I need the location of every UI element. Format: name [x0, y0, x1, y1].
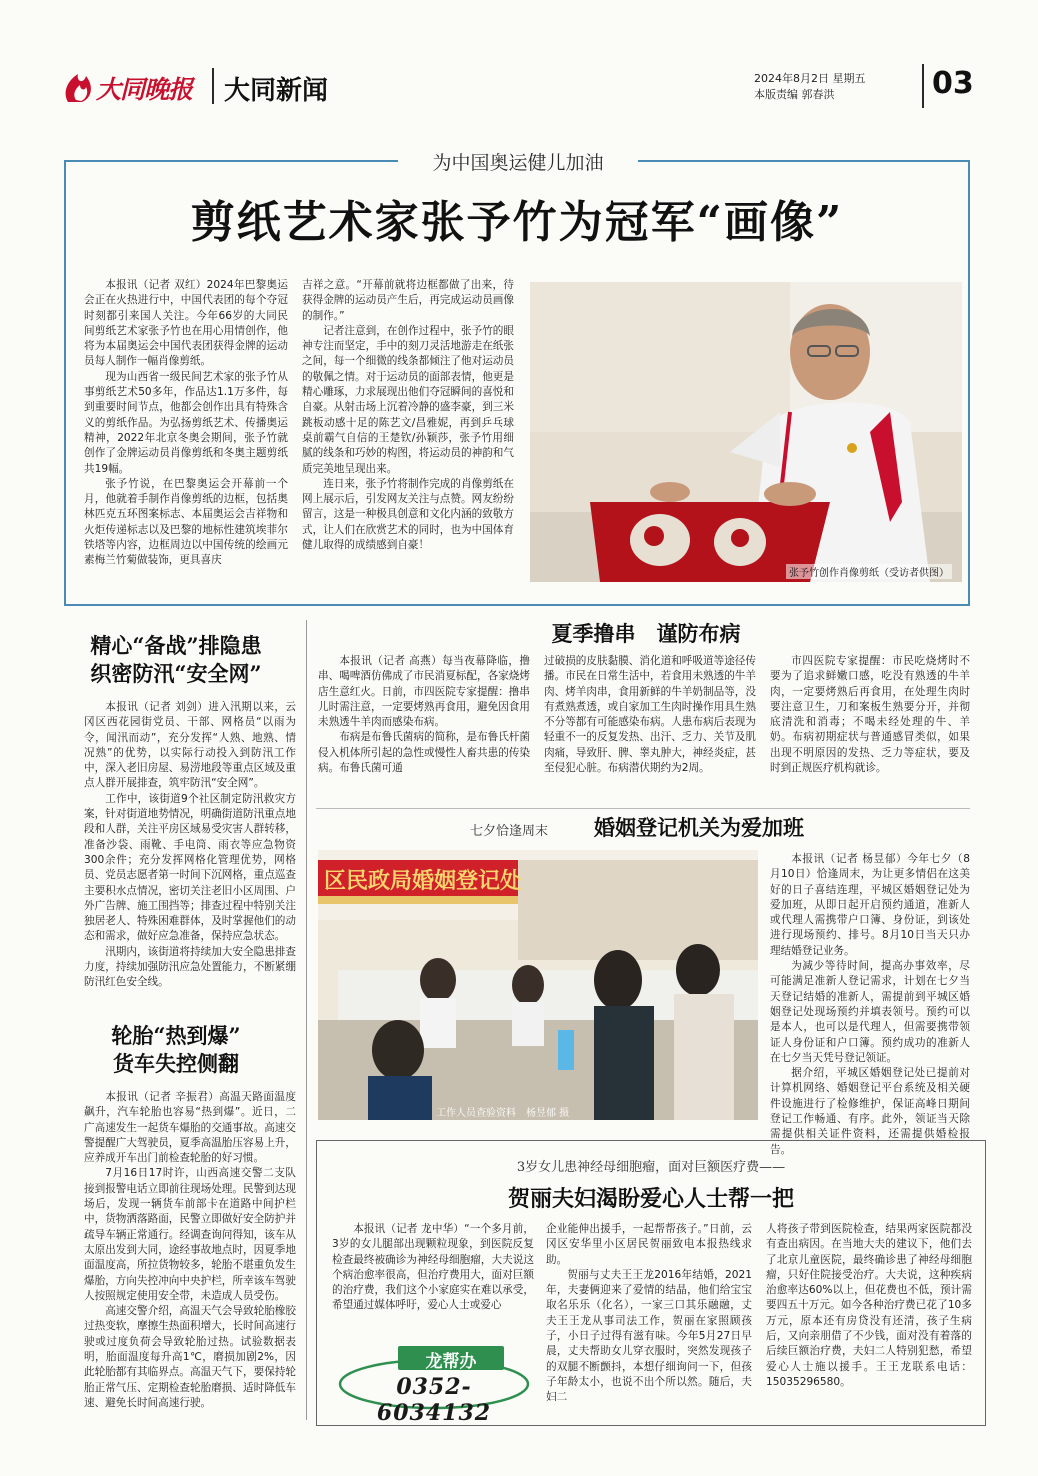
hotline-number: 0352-6034132 [376, 1374, 492, 1426]
paragraph: 本报讯（记者 龙中华）“一个多月前，3岁的女儿腿部出现颗粒现象，到医院反复检查最终被确诊为神经母细胞瘤，大夫说这个病治愈率很高，但治疗费用大，面对巨额的治疗费，我们这个小家庭实在难以承受，希望通过媒体呼吁，爱心人士或爱心 [332, 1223, 534, 1312]
lead-kicker-line-left [300, 160, 400, 161]
paragraph: 汛期内，该街道将持续加大安全隐患排查力度，持续加强防汛应急处置能力，不断紧绷防汛红色安全线。 [84, 945, 296, 989]
tire-headline-2: 货车失控侧翻 [113, 1051, 239, 1076]
charity-column-1 [332, 1222, 534, 1314]
paragraph: 过破损的皮肤黏膜、消化道和呼吸道等途径传播。市民在日常生活中，若食用未熟透的牛羊肉、烤羊肉串，食用新鲜的牛羊奶制品等，没有煮熟煮透，或自家加工生肉时操作用具生熟不分等都有可能感染布病。人患布病后表现为轻重不一的反复发热、出汗、乏力、关节及肌肉痛，导致肝、脾、睾丸肿大，神经炎症，甚至侵犯心脏。布病潜伏期约为2周。 [544, 655, 756, 775]
lead-photo [530, 282, 962, 582]
paragraph: 布病是布鲁氏菌病的简称，是布鲁氏杆菌侵入机体所引起的急性或慢性人畜共患的传染病。布鲁氏菌可通 [318, 731, 530, 775]
newspaper-logo [60, 66, 210, 104]
bbq-column-1 [318, 654, 530, 776]
paragraph: 本报讯（记者 刘剑）进入汛期以来，云冈区西花园街党员、干部、网格员“以雨为令，闻汛而动”，充分发挥“人熟、地熟、情况熟”的优势，以实际行动投入到防汛工作中，深入老旧房屋、易涝地段等重点区域及重点人群开展排查，筑牢防汛“安全网”。 [84, 701, 296, 790]
paragraph: 为减少等待时间，提高办事效率，尽可能满足准新人登记需求，计划在七夕当天登记结婚的准新人，需提前到平城区婚姻登记处现场预约并填表领号。预约可以是本人，也可以是代理人，但需要携带领证人身份证和户口簿。预约成功的准新人在七夕当天凭号登记领证。 [770, 960, 970, 1064]
page-editor: 本版责编 郭春洪 [754, 88, 835, 101]
paragraph: 张予竹说，在巴黎奥运会开幕前一个月，他就着手制作肖像剪纸的边框，包括奥林匹克五环图案标志、本届奥运会吉祥物和火炬传递标志以及巴黎的地标性建筑埃菲尔铁塔等内容，边框周边以中国传统的绘画元素梅兰竹菊做装饰，更具喜庆 [84, 477, 288, 567]
section-title: 大同新闻 [224, 76, 329, 106]
charity-column-2 [546, 1222, 752, 1406]
paragraph: 现为山西省一级民间艺术家的张予竹从事剪纸艺术50多年，作品达1.1万多件，每到重要时间节点，他都会创作出具有特殊含义的剪纸作品。为弘扬剪纸艺术、传播奥运精神，2022年北京冬奥会期间，张予竹就创作了金牌运动员肖像剪纸和冬奥主题剪纸共19幅。 [84, 370, 288, 475]
paragraph: 企业能伸出援手，一起帮帮孩子。”日前，云冈区安华里小区居民贺丽致电本报热线求助。 [546, 1223, 752, 1266]
tire-headline-1: 轮胎“热到爆” [111, 1023, 241, 1048]
left-column-divider [306, 620, 307, 1420]
lead-column-1 [84, 278, 288, 569]
marriage-photo [318, 850, 758, 1120]
lead-kicker [398, 148, 638, 172]
charity-column-3 [766, 1222, 972, 1390]
paragraph: 贺丽与丈夫王王龙2016年结婚，2021年，夫妻俩迎来了爱情的结晶，他们给宝宝取名乐乐（化名），一家三口其乐融融，丈夫王王龙从事司法工作，贺丽在家照顾孩子，小日子过得有滋有味。今年5月27日早晨，丈夫帮助女儿穿衣服时，突然发现孩子的双腿不断颤抖，本想仔细询问一下，但孩子年龄太小，也说不出个所以然。随后，夫妇二 [546, 1268, 752, 1404]
marriage-kicker: 七夕恰逢周末 [470, 824, 549, 839]
charity-headline: 贺丽夫妇渴盼爱心人士帮一把 [507, 1186, 794, 1212]
paragraph: 高速交警介绍，高温天气会导致轮胎橡胶过热变软，摩擦生热面积增大，长时间高速行驶或过度负荷会导致轮胎过热。试验数据表明，胎面温度每升高1℃，磨损加剧2%，因此轮胎都有其临界点。高温天气下，要保持轮胎正常气压、定期检查轮胎磨损、适时降低车速、避免长时间高速行驶。 [84, 1305, 296, 1409]
paragraph: 本报讯（记者 杨昱郁）今年七夕（8月10日）恰逢周末，为让更多情侣在这美好的日子喜结连理，平城区婚姻登记处为爱加班，从即日起开启预约通道，准新人或代理人需携带户口簿、身份证，到该处进行现场预约、排号。8月10日当天只办理结婚登记业务。 [770, 853, 970, 957]
flood-headline-1: 精心“备战”排隐患 [90, 633, 262, 658]
flood-headline-2: 织密防汛“安全网” [90, 661, 262, 686]
masthead [40, 58, 998, 114]
marriage-body [770, 852, 970, 1158]
logo-text: 大同晚报 [96, 75, 193, 104]
paragraph: 本报讯（记者 辛振君）高温天路面温度飙升，汽车轮胎也容易“热到爆”。近日，二广高速发生一起货车爆胎的交通事故。高速交警提醒广大驾驶员，夏季高温胎压容易上升，应养成开车出门前检查轮胎的好习惯。 [84, 1091, 296, 1165]
paragraph: 市四医院专家提醒：市民吃烧烤时不要为了追求鲜嫩口感，吃没有熟透的牛羊肉，一定要烤熟后再食用，在处理生肉时要注意卫生，刀和案板生熟要分开，并彻底清洗和消毒；不喝未经处理的牛、羊奶。布病初期症状与普通感冒类似，如果出现不明原因的发热、乏力等症状，要及时到正规医疗机构就诊。 [770, 655, 970, 775]
paragraph: 据介绍，平城区婚姻登记处已提前对计算机网络、婚姻登记平台系统及相关硬件设施进行了检修维护，保证高峰日期间登记工作畅通、有序。此外，领证当天除需提供相关证件资料，还需提供婚检报告。 [770, 1067, 970, 1156]
marriage-header-rule [316, 808, 970, 809]
page-number-divider [922, 64, 924, 108]
paragraph: 记者注意到，在创作过程中，张予竹的眼神专注而坚定，手中的刻刀灵活地游走在纸张之间，每一个细微的线条都倾注了他对运动员的敬佩之情。对于运动员的面部表情，他更是精心雕琢，力求展现出他们夺冠瞬间的喜悦和自豪。从射击场上沉着冷静的盛李豪，到三米跳板动感十足的陈艺文/昌雅妮，再到乒乓球桌前霸气自信的王楚钦/孙颖莎，张予竹用细腻的线条和巧妙的构图，将运动员的神韵和气质完美地呈现出来。 [302, 324, 514, 475]
paragraph: 本报讯（记者 高燕）每当夜幕降临，撸串、喝啤酒仿佛成了市民消夏标配，各家烧烤店生意红火。日前，市四医院专家提醒：撸串儿时需注意，一定要烤熟再食用，避免因食用未熟透牛羊肉而感染布病。 [318, 655, 530, 729]
bbq-column-3 [770, 654, 970, 776]
flood-body [84, 700, 296, 991]
marriage-photo-caption: 工作人员查验资料 杨昱郁 摄 [436, 1108, 570, 1119]
lead-photo-caption: 张予竹创作肖像剪纸（受访者供图） [786, 564, 952, 579]
issue-date: 2024年8月2日 星期五 [754, 72, 866, 85]
bbq-column-2 [544, 654, 756, 776]
masthead-divider [212, 68, 214, 104]
paragraph: 本报讯（记者 双红）2024年巴黎奥运会正在火热进行中，中国代表团的每个夺冠时刻都引来国人关注。今年66岁的大同民间剪纸艺术家张予竹也在用心用情创作，他将为本届奥运会中国代表团获得金牌的运动员每人制作一幅肖像剪纸。 [84, 279, 288, 368]
badge-title: 龙帮办 [425, 1352, 477, 1372]
long-helps-badge [336, 1344, 532, 1426]
lead-kicker-text: 为中国奥运健儿加油 [432, 152, 604, 174]
paragraph: 7月16日17时许，山西高速交警二支队接到报警电话立即前往现场处理。民警到达现场后，发现一辆货车前部卡在道路中间护栏中，货物洒落路面，民警立即做好安全防护并疏导车辆正常通行。经调查询问得知，该车从太原出发到大同，途经事故地点时，因夏季地面温度高，所拉货物较多，轮胎不堪重负发生爆胎，方向失控冲向中央护栏，所幸该车驾驶人按照规定使用安全带，未造成人员受伤。 [84, 1167, 296, 1302]
lead-headline: 剪纸艺术家张予竹为冠军“画像” [190, 197, 844, 248]
paragraph: 人将孩子带到医院检查，结果两家医院都没有查出病因。在当地大夫的建议下，他们去了北京儿童医院，最终确诊患了神经母细胞瘤，只好住院接受治疗。大夫说，这种疾病治愈率达60%以上，但花费也不低，预计需要四五十万元。如今各种治疗费已花了10多万元，原本还有房贷没有还清，孩子生病后，又向亲朋借了不少钱，面对没有着落的后续巨额治疗费，夫妇二人特别犯愁，希望爱心人士施以援手。王王龙联系电话：15035296580。 [766, 1223, 972, 1388]
paragraph: 工作中，该街道9个社区制定防汛救灾方案，针对街道地势情况，明确街道防汛重点地段和人群，关注平房区域易受灾害人群转移，准备沙袋、雨靴、手电筒、雨衣等应急物资300余件；充分发挥网格化管理优势，网格员、党员志愿者第一时间下沉网格，重点巡查主要积水点情况，密切关注老旧小区周围、户外广告牌、施工围挡等；排查过程中特别关注独居老人、特殊困难群体，及时掌握他们的动态和需求，做好应急准备，保持应急状态。 [84, 792, 296, 943]
office-sign-text: 区民政局婚姻登记处 [324, 869, 523, 894]
lead-column-2 [302, 278, 514, 553]
bbq-headline: 夏季撸串 谨防布病 [551, 621, 741, 646]
charity-kicker: 3岁女儿患神经母细胞瘤，面对巨额医疗费—— [516, 1160, 786, 1175]
marriage-headline: 婚姻登记机关为爱加班 [594, 815, 804, 840]
papercut-artist-photo [530, 282, 962, 582]
paragraph: 吉祥之意。“开幕前就将边框都做了出来，待获得金牌的运动员产生后，再完成运动员画像的制作。” [302, 279, 514, 322]
paragraph: 连日来，张予竹将制作完成的肖像剪纸在网上展示后，引发网友关注与点赞。网友纷纷留言，这是一种极具创意和文化内涵的致敬方式，让人们在欣赏艺术的同时，也为中国体育健儿取得的成绩感到自豪！ [302, 477, 514, 552]
tire-body [84, 1090, 296, 1411]
page-number: 03 [932, 66, 974, 101]
